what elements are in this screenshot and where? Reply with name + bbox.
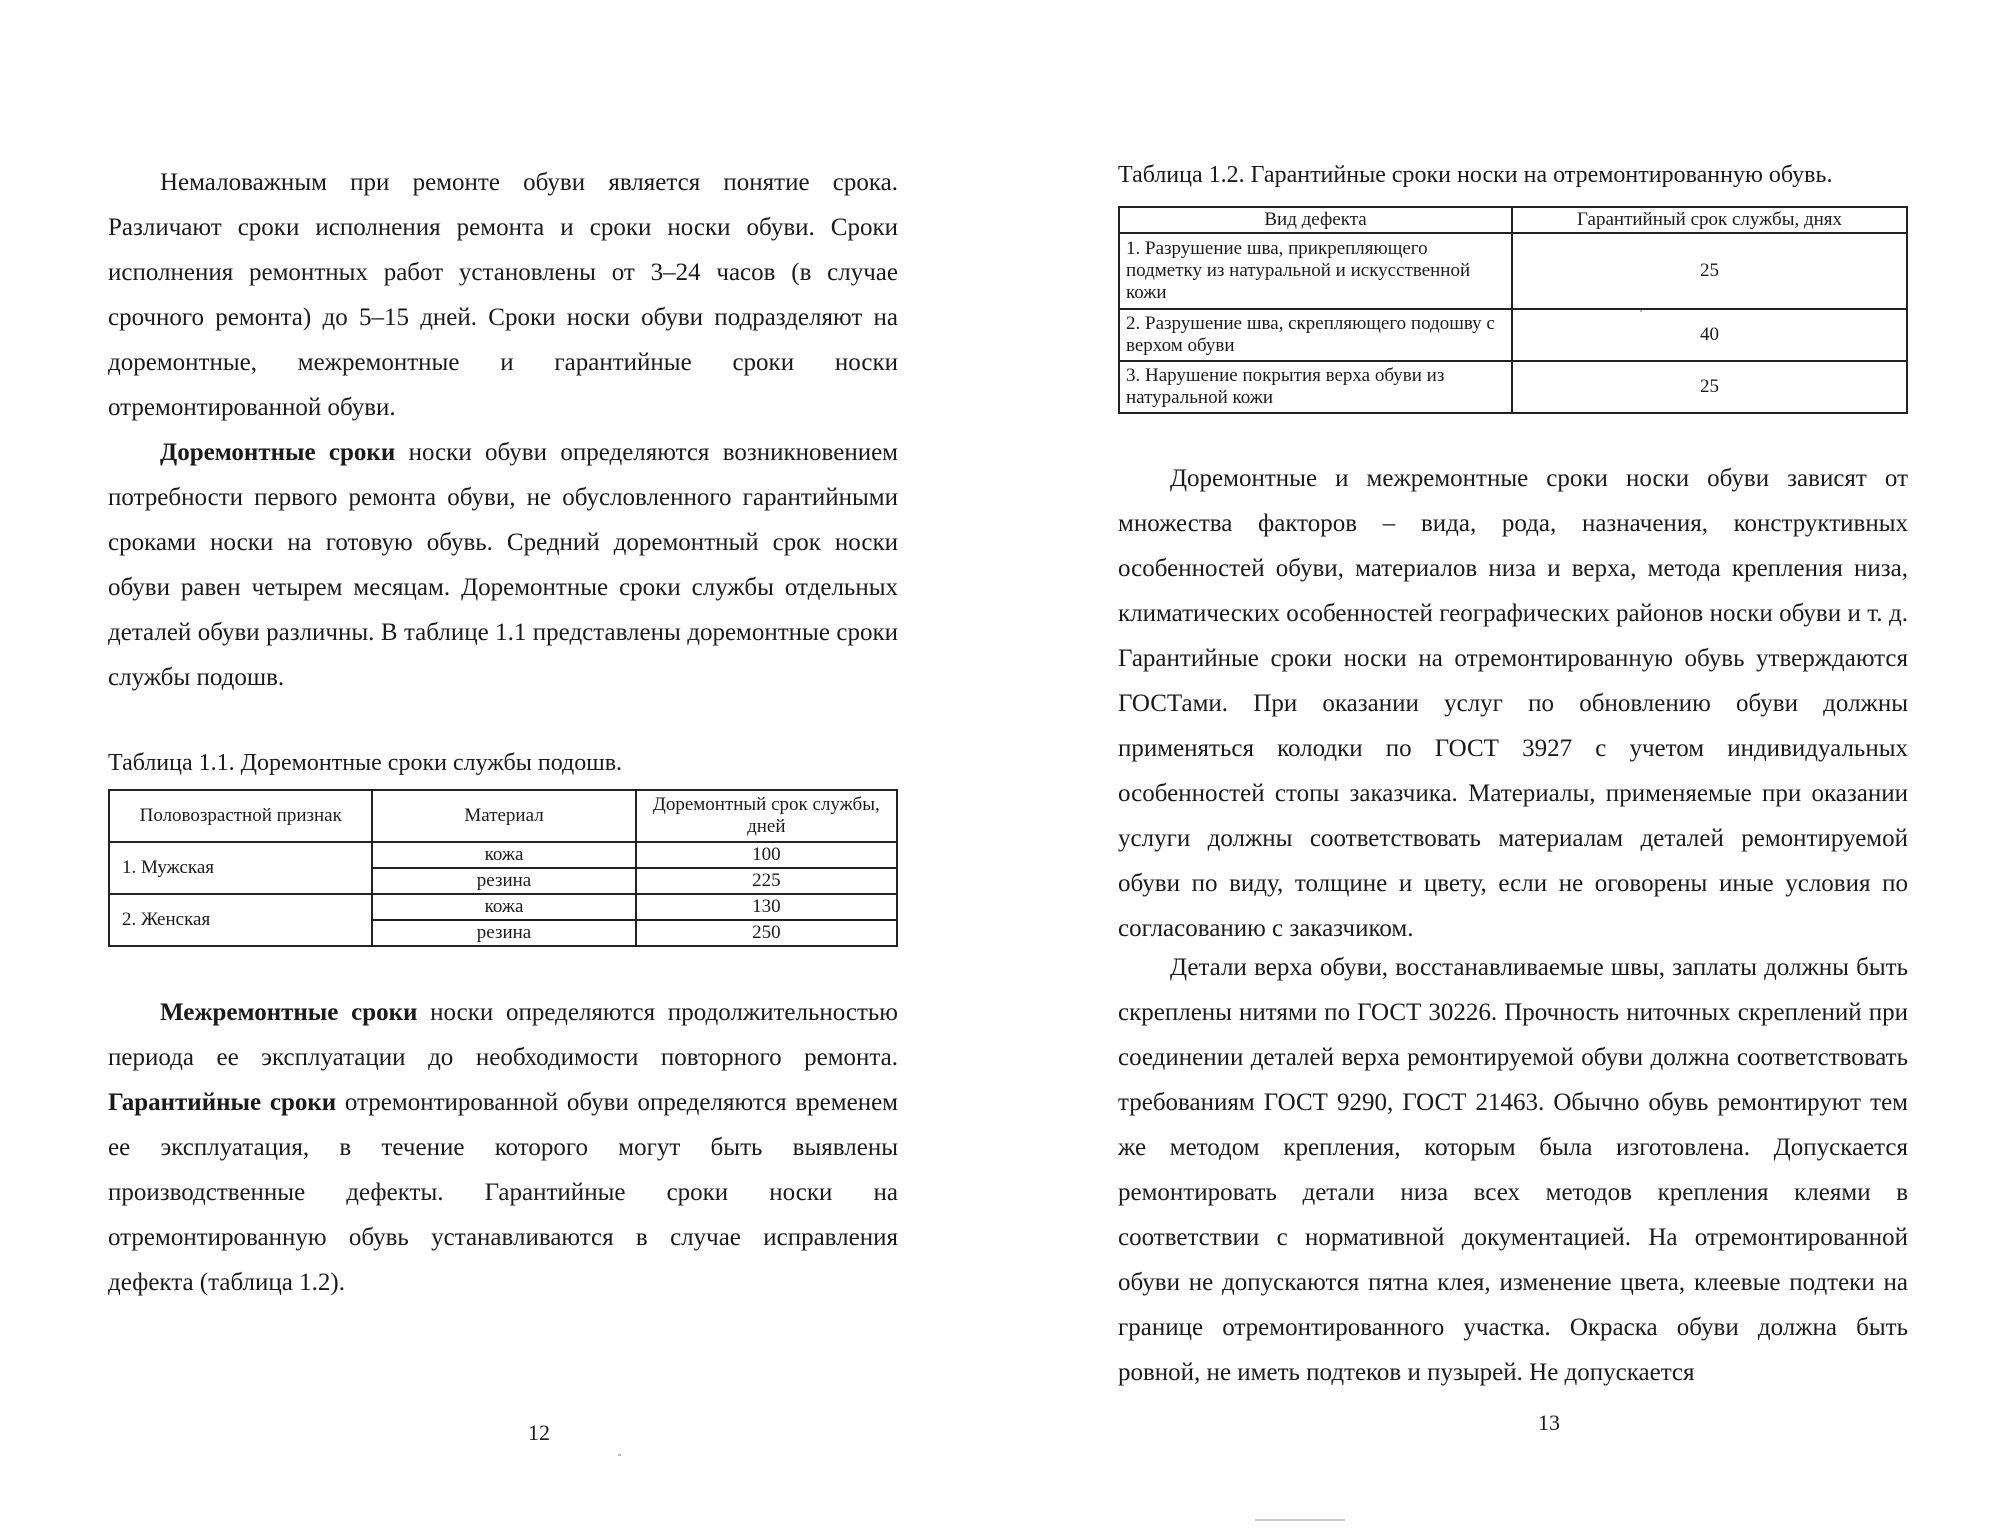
left-paragraph-2 xyxy=(108,430,898,700)
scan-speck xyxy=(618,1454,621,1456)
left-paragraph-3-text-1: носки определяются продолжительностью периода ее эксплуатации до необходимости повторного ремонта. xyxy=(108,999,898,1071)
right-page xyxy=(1000,0,2000,1539)
table-1-days: 100 xyxy=(636,842,897,868)
table-1-days: 250 xyxy=(636,920,897,946)
table-1-header-cell: Половозрастной признак xyxy=(109,790,372,842)
left-paragraph-3-text-2: отремонтированной обуви определяются временем ее эксплуатация, в течение которого могут быть выявлены производственные дефекты. Гарантийные сроки носки на отремонтированную обувь устанавливаются в случае исправления дефекта (таблица 1.2). xyxy=(108,1089,898,1296)
table-2-defect: 2. Разрушение шва, скрепляющего подошву с верхом обуви xyxy=(1119,309,1512,361)
left-paragraph-2-block xyxy=(108,430,898,700)
table-2-header-cell: Гарантийный срок службы, днях xyxy=(1512,207,1907,233)
table-1-header-row xyxy=(109,790,897,842)
term-doremontnye: Доремонтные сроки xyxy=(160,439,396,466)
right-paragraph-1: Доремонтные и межремонтные сроки носки обуви зависят от множества факторов – вида, рода, назначения, конструктивных особенностей обуви, материалов низа и верха, метода крепления низа, климатических особенностей географических районов носки обуви и т. д. Гарантийные сроки носки на отремонтированную обувь утверждаются ГОСТами. При оказании услуг по обновлению обуви должны применяться колодки по ГОСТ 3927 с учетом индивидуальных особенностей стопы заказчика. Материалы, применяемые при оказании услуги должны соответствовать материалам деталей ремонтируемой обуви по виду, толщине и цвету, если не оговорены иные условия по согласованию с заказчиком. xyxy=(1118,465,1908,942)
right-paragraph-2: Детали верха обуви, восстанавливаемые швы, заплаты должны быть скреплены нитями по ГОСТ 30226. Прочность ниточных скреплений при соединении деталей верха ремонтируемой обуви должна соответствовать требованиям ГОСТ 9290, ГОСТ 21463. Обычно обувь ремонтируют тем же методом крепления, которым была изготовлена. Допускается ремонтировать детали низа всех методов крепления клеями в соответствии с нормативной документацией. На отремонтированной обуви не допускаются пятна клея, изменение цвета, клеевые подтеки на границе отремонтированного участка. Окраска обуви должна быть ровной, не иметь подтеков и пузырей. Не допускается xyxy=(1118,954,1908,1386)
scan-speck xyxy=(1255,1519,1345,1521)
table-1 xyxy=(108,789,898,947)
left-paragraph-1-block xyxy=(108,160,898,430)
page-number-right: 13 xyxy=(1538,1410,1560,1435)
table-2-caption: Таблица 1.2. Гарантийные сроки носки на отремонтированную обувь. xyxy=(1118,162,1833,188)
table-1-material: кожа xyxy=(372,894,635,920)
table-1-header-cell: Материал xyxy=(372,790,635,842)
table-row xyxy=(1119,361,1907,413)
table-1-material: кожа xyxy=(372,842,635,868)
table-2 xyxy=(1118,206,1908,414)
left-paragraph-1: Немаловажным при ремонте обуви является понятие срока. Различают сроки исполнения ремонта и сроки носки обуви. Сроки исполнения ремонтных работ установлены от 3–24 часов (в случае срочного ремонта) до 5–15 дней. Сроки носки обуви подразделяют на доремонтные, межремонтные и гарантийные сроки носки отремонтированной обуви. xyxy=(108,169,898,421)
table-2-header-row xyxy=(1119,207,1907,233)
table-1-days: 225 xyxy=(636,868,897,894)
table-1-caption-block xyxy=(108,748,622,778)
table-row xyxy=(1119,309,1907,361)
table-row xyxy=(109,894,897,920)
table-1-days: 130 xyxy=(636,894,897,920)
table-2-defect: 3. Нарушение покрытия верха обуви из натуральной кожи xyxy=(1119,361,1512,413)
table-2-defect: 1. Разрушение шва, прикрепляющего подметку из натуральной и искусственной кожи xyxy=(1119,233,1512,309)
left-paragraph-2-text: носки обуви определяются возникновением потребности первого ремонта обуви, не обусловленного гарантийными сроками носки на готовую обувь. Средний доремонтный срок носки обуви равен четырем месяцам. Доремонтные сроки службы отдельных деталей обуви различны. В таблице 1.1 представлены доремонтные сроки службы подошв. xyxy=(108,439,898,691)
right-paragraph-1-block xyxy=(1118,456,1908,951)
table-1-header-cell: Доремонтный срок службы, дней xyxy=(636,790,897,842)
table-2-caption-block xyxy=(1118,160,1832,190)
table-1-group-label: 2. Женская xyxy=(109,894,372,946)
table-2-header-cell: Вид дефекта xyxy=(1119,207,1512,233)
term-garantiynye: Гарантийные сроки xyxy=(108,1089,337,1116)
table-2-days: 25 xyxy=(1512,233,1907,309)
table-row xyxy=(1119,233,1907,309)
term-mezhremontnye: Межремонтные сроки xyxy=(160,999,418,1026)
left-paragraph-3-block xyxy=(108,990,898,1305)
table-2-days: 40 xyxy=(1512,309,1907,361)
left-paragraph-3 xyxy=(108,990,898,1305)
table-2-days: 25 xyxy=(1512,361,1907,413)
page-number-left: 12 xyxy=(528,1420,550,1445)
table-row xyxy=(109,842,897,868)
table-1-material: резина xyxy=(372,920,635,946)
table-1-group-label: 1. Мужская xyxy=(109,842,372,894)
table-1-caption: Таблица 1.1. Доремонтные сроки службы подошв. xyxy=(108,750,623,776)
table-1-material: резина xyxy=(372,868,635,894)
right-paragraph-2-block xyxy=(1118,945,1908,1395)
scan-speck xyxy=(1640,310,1642,312)
